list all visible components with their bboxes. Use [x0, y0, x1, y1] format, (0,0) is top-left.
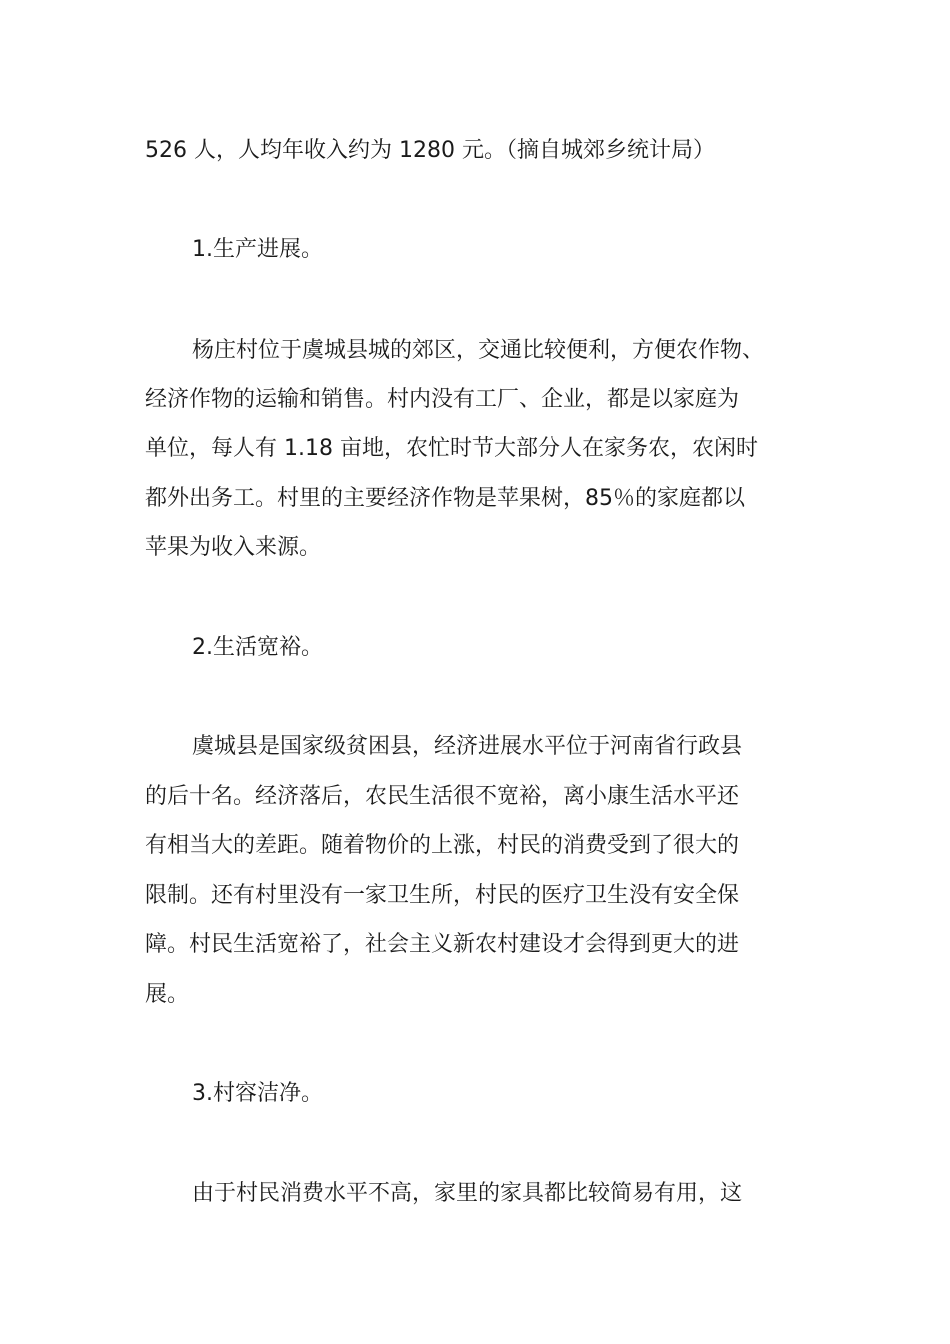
paragraph-line: 由于村民消费水平不高，家里的家具都比较简易有用，这	[192, 1181, 743, 1206]
paragraph-line: 都外出务工。村里的主要经济作物是苹果树，85％的家庭都以	[145, 486, 745, 511]
section-heading-living: 2.生活宽裕。	[192, 635, 323, 660]
section-heading-production: 1.生产进展。	[192, 237, 323, 262]
paragraph-line: 障。村民生活宽裕了，社会主义新农村建设才会得到更大的进	[145, 932, 740, 957]
paragraph-line: 经济作物的运输和销售。村内没有工厂、企业，都是以家庭为	[145, 387, 740, 412]
paragraph-line: 苹果为收入来源。	[145, 535, 322, 560]
paragraph-line: 单位，每人有 1.18 亩地，农忙时节大部分人在家务农，农闲时	[145, 436, 758, 461]
paragraph-line: 虞城县是国家级贫困县，经济进展水平位于河南省行政县	[192, 734, 743, 759]
paragraph-line: 的后十名。经济落后，农民生活很不宽裕，离小康生活水平还	[145, 784, 740, 809]
section-heading-village: 3.村容洁净。	[192, 1081, 323, 1106]
paragraph-line: 展。	[145, 982, 190, 1007]
paragraph-line: 限制。还有村里没有一家卫生所，村民的医疗卫生没有安全保	[145, 883, 740, 908]
paragraph-line: 有相当大的差距。随着物价的上涨，村民的消费受到了很大的	[145, 833, 740, 858]
paragraph-line: 杨庄村位于虞城县城的郊区，交通比较便利，方便农作物、	[192, 338, 765, 363]
paragraph-line: 526 人，人均年收入约为 1280 元。（摘自城郊乡统计局）	[145, 138, 715, 163]
